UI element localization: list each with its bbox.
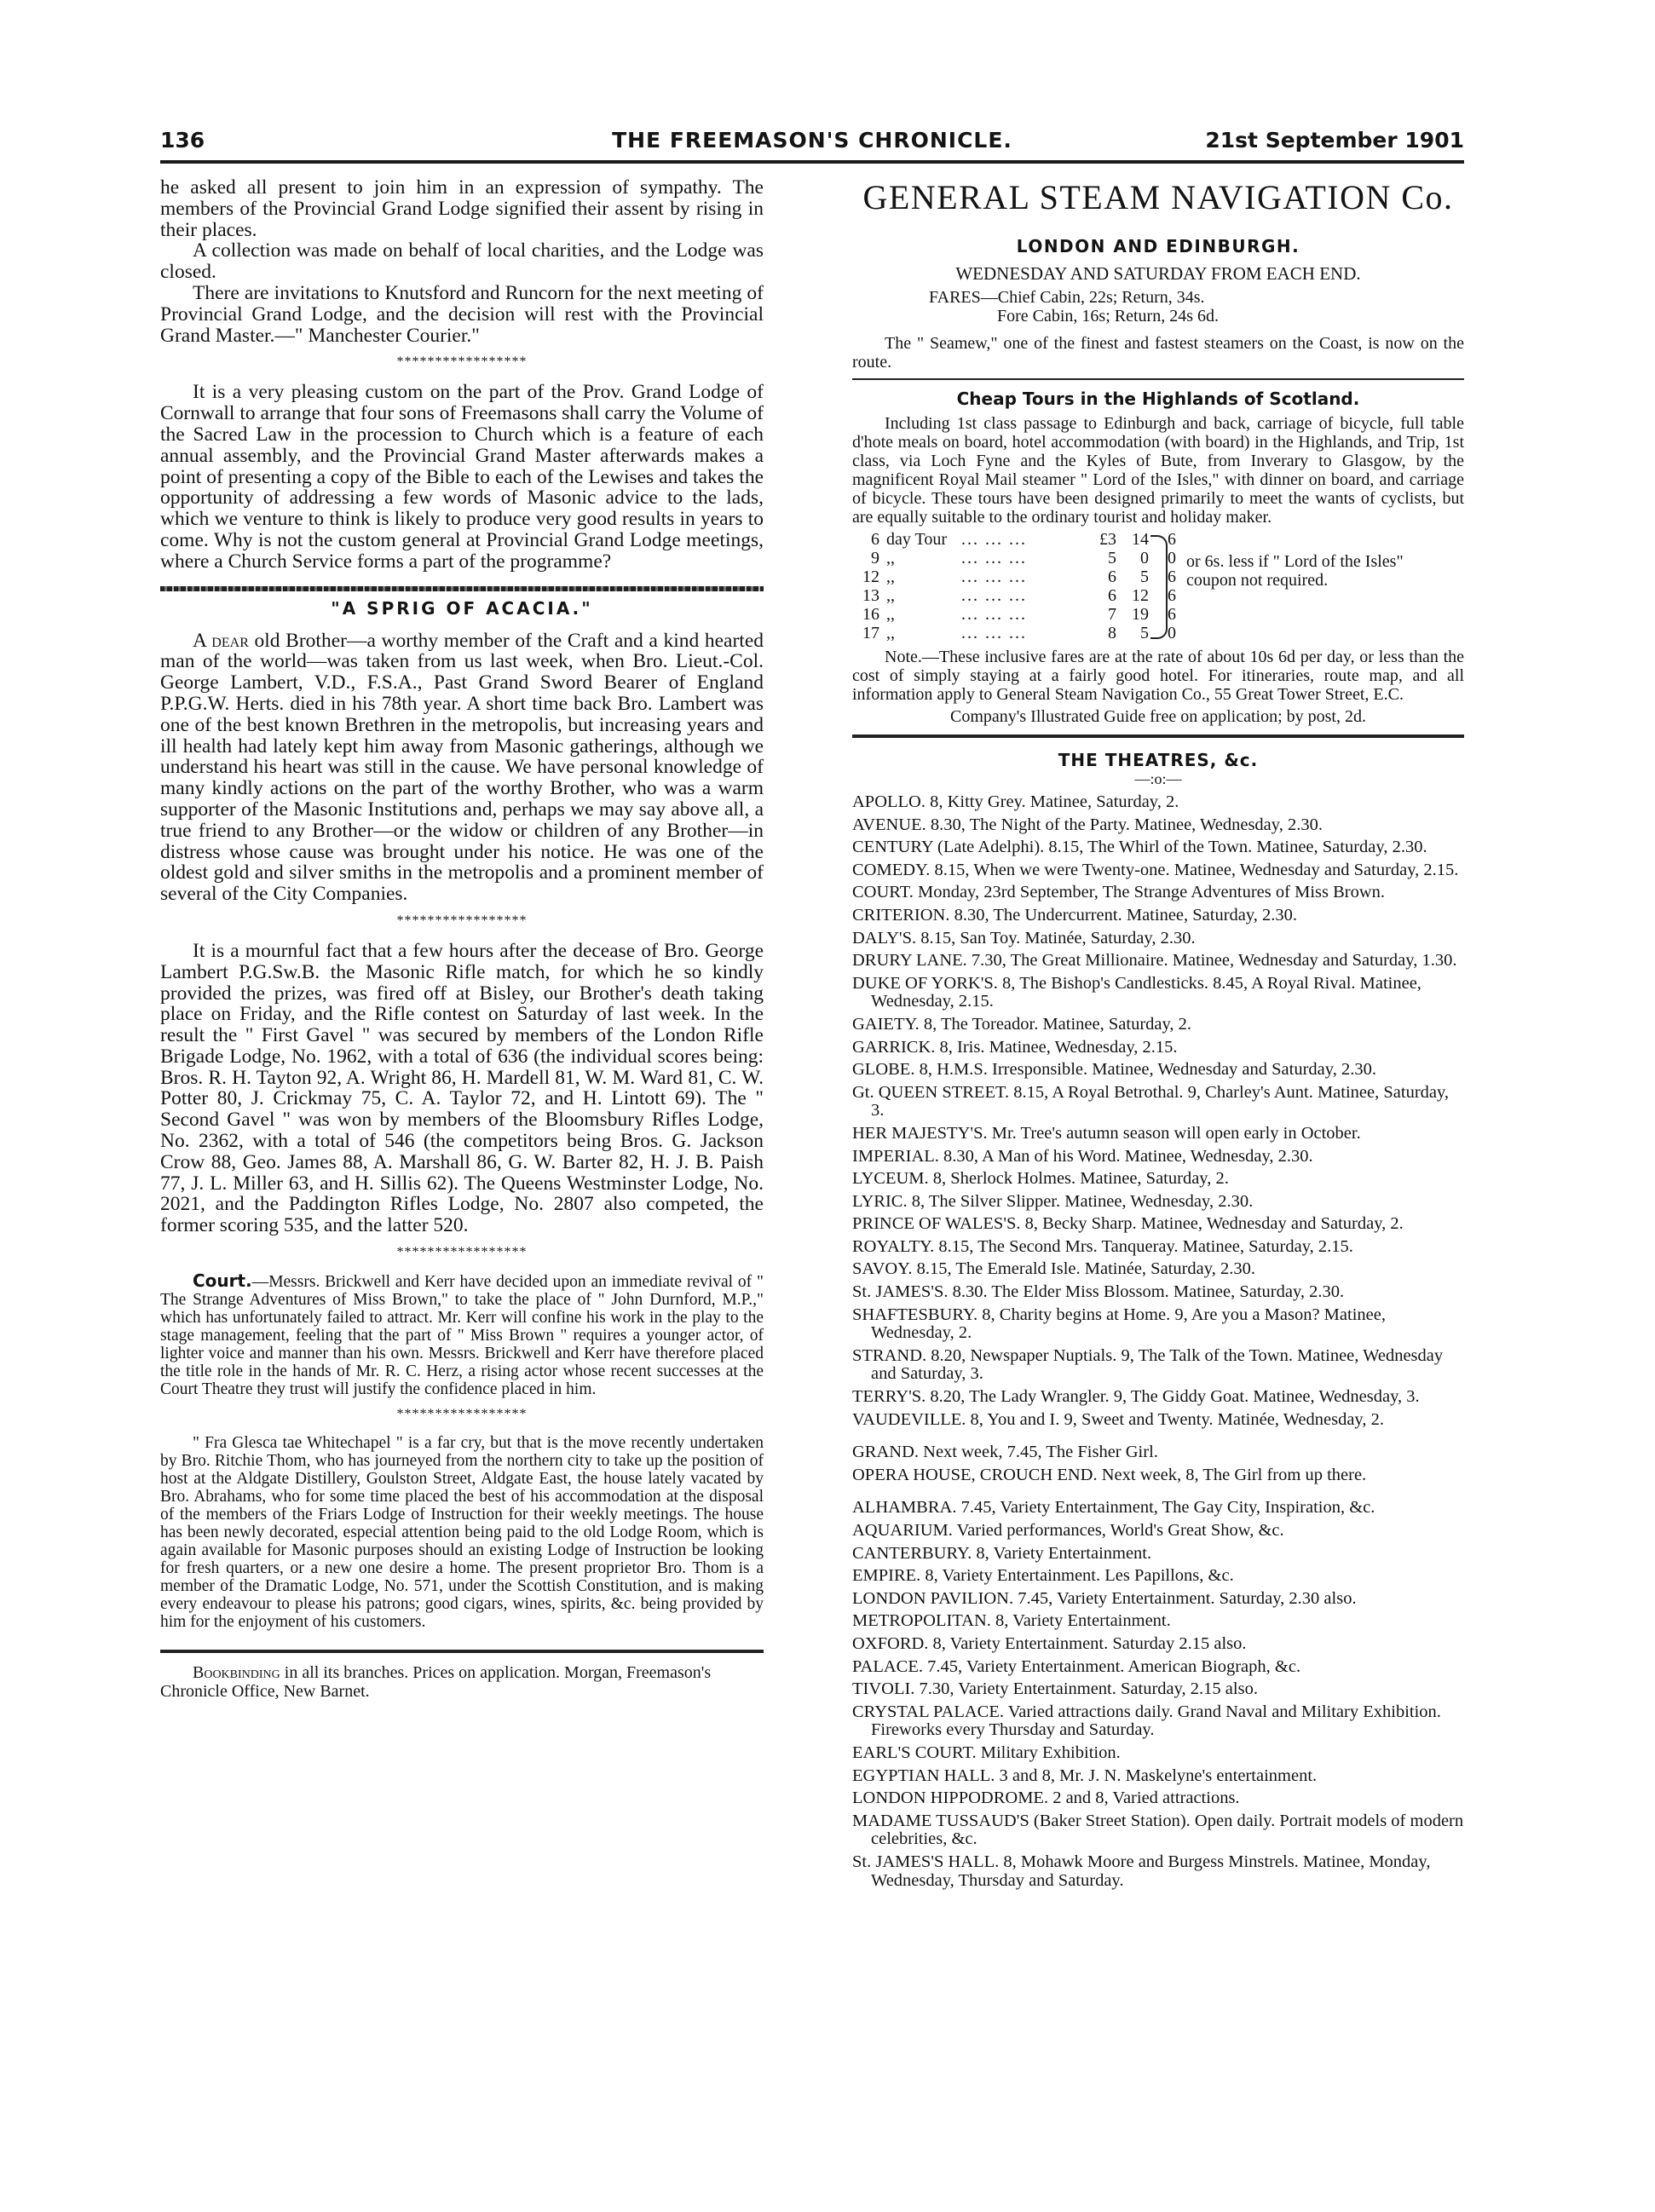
theatres-list: [852, 793, 1464, 1429]
theatres-sub: —:o:—: [1134, 770, 1182, 787]
section-rule: [852, 734, 1464, 738]
theatre-listing: PRINCE OF WALES'S. 8, Becky Sharp. Matinee, Wednesday and Saturday, 2.: [852, 1214, 1404, 1234]
article-paragraph: It is a mournful fact that a few hours after the decease of Bro. George Lambert P.G.Sw.B. the Masonic Rifle match, for which he so kindly provided the prizes, was fired off at Bisley, our Brother's death taking place on Friday, and the Rifle contest on Saturday of last week. In the result the " First Gavel " was secured by members of the London Rifle Brigade Lodge, No. 1962, with a total of 636 (the individual scores being: Bros. R. H. Tayton 92, A. Wright 86, H. Mardell 81, W. M. Ward 81, C. W. Potter 80, J. Crickmay 75, C. A. Taylor 72, and H. Lintott 69). The " Second Gavel " was won by members of the Bloomsbury Rifles Lodge, No. 2362, with a total of 546 (the competitors being Bros. G. Jackson Crow 88, Geo. James 88, A. Marshall 86, G. W. Barter 82, H. J. B. Paish 77, J. L. Miller 63, and H. Sillis 62). The Queens Westminster Lodge, No. 2021, and the Paddington Rifles Lodge, No. 2807 also competed, the former scoring 535, and the latter 520.: [160, 939, 764, 1237]
section-stars: *****************: [396, 1407, 528, 1422]
run-in-heading: Court.: [193, 1270, 252, 1292]
gsn-title: GENERAL STEAM NAVIGATION Co.: [862, 178, 1454, 216]
lead-word: Bookbinding: [193, 1663, 280, 1683]
entertainment-listing: OXFORD. 8, Variety Entertainment. Saturday 2.15 also.: [852, 1633, 1247, 1653]
tour-pounds: 6: [1108, 567, 1116, 586]
tour-pence: 6: [1168, 567, 1176, 586]
guide-line: Company's Illustrated Guide free on application; by post, 2d.: [950, 707, 1366, 726]
tour-dots: ... ... ...: [961, 567, 1027, 586]
tour-row: [852, 549, 1179, 567]
issue-date: 21st September 1901: [1205, 128, 1464, 153]
tour-days: 17: [862, 624, 879, 642]
theatre-listing: OPERA HOUSE, CROUCH END. Next week, 8, The Girl from up there.: [852, 1465, 1367, 1484]
tours-paragraph: Including 1st class passage to Edinburgh and back, carriage of bicycle, full table d'hote meals on board, hotel accommodation (with board) in the Highlands, and Trip, 1st class, via Loch Fyne and the Kyles of Bute, from Inverary to Glasgow, by the magnificent Royal Mail steamer " Lord of the Isles," with dinner on board, and carriage of bicycle. These tours have been designed primarily to meet the wants of cyclists, but are equally suitable to the ordinary tourist and holiday maker.: [852, 414, 1464, 527]
theatre-listing: CRITERION. 8.30, The Undercurrent. Matinee, Saturday, 2.30.: [852, 905, 1298, 925]
tour-pounds: 7: [1108, 605, 1116, 624]
page-header: [160, 128, 1464, 162]
entertainment-listing: LONDON HIPPODROME. 2 and 8, Varied attractions.: [852, 1789, 1240, 1808]
acacia-heading: "A SPRIG OF ACACIA.": [331, 597, 593, 619]
section-stars: *****************: [396, 1245, 528, 1260]
entertainment-listing: EGYPTIAN HALL. 3 and 8, Mr. J. N. Maskelyne's entertainment.: [852, 1766, 1318, 1785]
theatre-listing: HER MAJESTY'S. Mr. Tree's autumn season will open early in October.: [852, 1123, 1361, 1143]
paragraph-text: —Messrs. Brickwell and Kerr have decided upon an immediate revival of " The Strange Adventures of Miss Brown," to take the place of " John Durnford, M.P.," which has unfortunately failed to attract. Mr. Kerr will confine his work in the play to the stage management, feeling that the part of " Miss Brown " requires a younger actor, of lighter voice and manner than his own. Messrs. Brickwell and Kerr have therefore placed the title role in the hands of Mr. R. C. Herz, a rising actor whose recent successes at the Court Theatre they trust will justify the confidence placed in him.: [160, 1273, 764, 1399]
section-stars: *****************: [396, 354, 528, 370]
tour-label: day Tour: [886, 530, 947, 549]
tour-dots: ... ... ...: [961, 549, 1027, 567]
bookbinding-advert: [160, 1663, 764, 1701]
tours-note: Note.—These inclusive fares are at the rate of about 10s 6d per day, or less than the cost of simply staying at a fairly good hotel. For itineraries, route map, and all information apply to General Steam Navigation Co., 55 Great Tower Street, E.C.: [852, 648, 1464, 704]
theatre-listing: STRAND. 8.20, Newspaper Nuptials. 9, The Talk of the Town. Matinee, Wednesday and Saturday, 3.: [852, 1345, 1444, 1384]
tour-pence: 6: [1168, 605, 1176, 624]
tour-pence: 6: [1168, 530, 1176, 549]
schedule-line: WEDNESDAY AND SATURDAY FROM EACH END.: [955, 263, 1361, 284]
court-paragraph: [160, 1272, 764, 1398]
footer-rule: [160, 1650, 764, 1653]
tour-days: 13: [862, 586, 879, 605]
section-stars: *****************: [396, 913, 528, 928]
tour-pounds: £3: [1099, 530, 1116, 549]
tour-dots: ... ... ...: [961, 586, 1027, 605]
fares-line: FARES—Chief Cabin, 22s; Return, 34s.: [929, 288, 1205, 307]
tour-days: 6: [871, 530, 879, 549]
theatre-listing: AVENUE. 8.30, The Night of the Party. Matinee, Wednesday, 2.30.: [852, 815, 1323, 834]
tour-dots: ... ... ...: [961, 605, 1027, 624]
article-paragraph: he asked all present to join him in an expression of sympathy. The members of the Provincial Grand Lodge signified their assent by rising in their places.: [160, 176, 764, 241]
tour-days: 9: [871, 549, 879, 567]
suburban-list: [852, 1443, 1464, 1484]
paragraph-text: in all its branches. Prices on application. Morgan, Freemason's Chronicle Office, New Barnet.: [160, 1663, 712, 1702]
entertainment-listing: CANTERBURY. 8, Variety Entertainment.: [852, 1543, 1152, 1563]
paragraph-text: old Brother—a worthy member of the Craft and a kind hearted man of the world—was taken from us last week, when Bro. Lieut.-Col. George Lambert, V.D., F.S.A., Past Grand Sword Bearer of England P.P.G.W. Herts. died in his 78th year. A short time back Bro. Lambert was one of the best known Brethren in the metropolis, but increasing years and ill health had lately kept him away from Masonic gatherings, although we understand his heart was still in the cause. We have personal knowledge of many kindly actions on the part of the worthy Brother, who was a warm supporter of the Masonic Institutions and, perhaps we may say above all, a true friend to any Brother—or the widow or children of any Brother—in distress whose cause was brought under his notice. He was one of the oldest gold and silver smiths in the metropolis and a prominent member of several of the City Companies.: [160, 629, 764, 906]
tour-pence: 6: [1168, 586, 1176, 605]
article-paragraph: It is a very pleasing custom on the part of the Prov. Grand Lodge of Cornwall to arrange that four sons of Freemasons shall carry the Volume of the Sacred Law in the procession to Church which is a feature of each annual assembly, and the Provincial Grand Master afterwards makes a point of presenting a copy of the Bible to each of the Lewises and takes the opportunity of addressing a few words of Masonic advice to the lads, which we venture to think is likely to produce very good results in years to come. Why is not the custom general at Provincial Grand Lodge meetings, where a Church Service forms a part of the programme?: [160, 381, 764, 573]
tour-row: [852, 624, 1179, 642]
theatre-listing: Gt. QUEEN STREET. 8.15, A Royal Betrothal. 9, Charley's Aunt. Matinee, Saturday, 3.: [852, 1082, 1450, 1120]
article-paragraph: There are invitations to Knutsford and Runcorn for the next meeting of Provincial Grand Lodge, and the decision will rest with the Provincial Grand Master.—" Manchester Courier.": [160, 281, 764, 347]
tour-label: ,,: [886, 586, 895, 605]
entertainment-listing: AQUARIUM. Varied performances, World's Great Show, &c.: [852, 1521, 1284, 1540]
entertainment-listing: TIVOLI. 7.30, Variety Entertainment. Saturday, 2.15 also.: [852, 1679, 1258, 1699]
entertainment-listing: EARL'S COURT. Military Exhibition.: [852, 1743, 1121, 1762]
theatre-listing: COURT. Monday, 23rd September, The Strange Adventures of Miss Brown.: [852, 883, 1386, 902]
tour-label: ,,: [886, 605, 895, 624]
theatre-listing: TERRY'S. 8.20, The Lady Wrangler. 9, The Giddy Goat. Matinee, Wednesday, 3.: [852, 1387, 1420, 1407]
tour-row: [852, 605, 1179, 624]
route-heading: LONDON AND EDINBURGH.: [1016, 236, 1300, 256]
theatre-listing: GRAND. Next week, 7.45, The Fisher Girl.: [852, 1443, 1158, 1462]
theatre-listing: LYRIC. 8, The Silver Slipper. Matinee, Wednesday, 2.30.: [852, 1191, 1254, 1211]
left-column: [160, 177, 764, 1701]
ornamental-rule: [160, 586, 764, 591]
theatre-listing: SHAFTESBURY. 8, Charity begins at Home. 9, Are you a Mason? Matinee, Wednesday, 2.: [852, 1305, 1386, 1343]
tour-label: ,,: [886, 549, 895, 567]
tour-row: [852, 586, 1179, 605]
entertainment-listing: CRYSTAL PALACE. Varied attractions daily. Grand Naval and Military Exhibition. Fireworks every Thursday and Saturday.: [852, 1702, 1441, 1740]
tour-shillings: 5: [1140, 624, 1149, 642]
tour-row: [852, 530, 1179, 549]
music-halls-list: [852, 1499, 1464, 1890]
tours-price-block: [852, 530, 1464, 648]
tour-pounds: 8: [1108, 624, 1116, 642]
theatre-listing: DALY'S. 8.15, San Toy. Matinée, Saturday, 2.30.: [852, 928, 1196, 948]
seamew-paragraph: The " Seamew," one of the finest and fastest steamers on the Coast, is now on the route.: [852, 334, 1464, 372]
tour-shillings: 0: [1140, 549, 1149, 567]
section-rule: [852, 378, 1464, 380]
entertainment-listing: St. JAMES'S HALL. 8, Mohawk Moore and Burgess Minstrels. Matinee, Monday, Wednesday, Thursday and Saturday.: [852, 1852, 1431, 1890]
page-number: 136: [160, 128, 205, 153]
tour-dots: ... ... ...: [961, 624, 1027, 642]
theatres-heading: THE THEATRES, &c.: [1058, 750, 1259, 770]
tour-row: [852, 567, 1179, 586]
article-paragraph: A collection was made on behalf of local charities, and the Lodge was closed.: [160, 239, 764, 284]
fares-line: Fore Cabin, 16s; Return, 24s 6d.: [997, 307, 1219, 325]
tour-shillings: 12: [1132, 586, 1149, 605]
entertainment-listing: PALACE. 7.45, Variety Entertainment. American Biograph, &c.: [852, 1656, 1301, 1676]
theatre-listing: DUKE OF YORK'S. 8, The Bishop's Candlesticks. 8.45, A Royal Rival. Matinee, Wednesday, 2.15.: [852, 973, 1421, 1011]
theatre-listing: GLOBE. 8, H.M.S. Irresponsible. Matinee, Wednesday and Saturday, 2.30.: [852, 1060, 1376, 1080]
tour-pence: 0: [1168, 624, 1176, 642]
tour-shillings: 5: [1140, 567, 1149, 586]
tour-days: 12: [862, 567, 879, 586]
tours-brace: [1150, 535, 1168, 639]
theatre-listing: CENTURY (Late Adelphi). 8.15, The Whirl of the Town. Matinee, Saturday, 2.30.: [852, 838, 1427, 857]
article-paragraph: " Fra Glesca tae Whitechapel " is a far cry, but that is the move recently undertaken by Bro. Ritchie Thom, who has journeyed from the northern city to take up the position of host at the Aldgate Distillery, Goulston Street, Aldgate East, the house lately vacated by Bro. Abrahams, who for some time placed the best of his accommodation at the disposal of the members of the Friars Lodge of Instruction for their weekly meetings. The house has been newly decorated, especial attention being paid to the old Lodge Room, which is again available for Masonic purposes should an existing Lodge of Instruction be looking for fresh quarters, or a new one desire a home. The present proprietor Bro. Thom is a member of the Dramatic Lodge, No. 571, under the Scottish Constitution, and is making every endeavour to please his patrons; good cigars, wines, spirits, &c. being provided by him for the enjoyment of his customers.: [160, 1434, 764, 1632]
theatre-listing: GAIETY. 8, The Toreador. Matinee, Saturday, 2.: [852, 1014, 1192, 1034]
tours-heading: Cheap Tours in the Highlands of Scotland.: [956, 389, 1360, 409]
right-column: [852, 177, 1464, 1894]
entertainment-listing: EMPIRE. 8, Variety Entertainment. Les Papillons, &c.: [852, 1566, 1234, 1586]
lead-word: A dear: [193, 629, 249, 652]
entertainment-listing: LONDON PAVILION. 7.45, Variety Entertainment. Saturday, 2.30 also.: [852, 1588, 1357, 1608]
theatre-listing: VAUDEVILLE. 8, You and I. 9, Sweet and Twenty. Matinée, Wednesday, 2.: [852, 1409, 1384, 1429]
theatre-listing: GARRICK. 8, Iris. Matinee, Wednesday, 2.15.: [852, 1037, 1178, 1057]
theatre-listing: DRURY LANE. 7.30, The Great Millionaire. Matinee, Wednesday and Saturday, 1.30.: [852, 951, 1457, 971]
theatre-listing: APOLLO. 8, Kitty Grey. Matinee, Saturday, 2.: [852, 792, 1179, 811]
tour-label: ,,: [886, 624, 895, 642]
publication-title: THE FREEMASON'S CHRONICLE.: [612, 128, 1012, 153]
tour-pence: 0: [1168, 549, 1176, 567]
tour-days: 16: [862, 605, 879, 624]
tour-pounds: 6: [1108, 586, 1116, 605]
theatre-listing: LYCEUM. 8, Sherlock Holmes. Matinee, Saturday, 2.: [852, 1169, 1229, 1189]
article-paragraph: [160, 631, 764, 905]
header-rule: [160, 160, 1464, 164]
theatre-listing: COMEDY. 8.15, When we were Twenty-one. Matinee, Wednesday and Saturday, 2.15.: [852, 860, 1459, 879]
tour-pounds: 5: [1108, 549, 1116, 567]
theatre-listing: SAVOY. 8.15, The Emerald Isle. Matinée, Saturday, 2.30.: [852, 1259, 1255, 1279]
entertainment-listing: METROPOLITAN. 8, Variety Entertainment.: [852, 1611, 1171, 1631]
theatre-listing: ROYALTY. 8.15, The Second Mrs. Tanqueray. Matinee, Saturday, 2.15.: [852, 1236, 1353, 1256]
entertainment-listing: MADAME TUSSAUD'S (Baker Street Station). Open daily. Portrait models of modern celebrities, &c.: [852, 1811, 1464, 1849]
tours-coupon-note: or 6s. less if " Lord of the Isles" coupon not required.: [1186, 552, 1404, 590]
tours-price-table: [852, 530, 1179, 642]
tour-label: ,,: [886, 567, 895, 586]
tour-shillings: 14: [1132, 530, 1149, 549]
theatre-listing: IMPERIAL. 8.30, A Man of his Word. Matinee, Wednesday, 2.30.: [852, 1146, 1313, 1166]
tour-shillings: 19: [1132, 605, 1149, 624]
entertainment-listing: ALHAMBRA. 7.45, Variety Entertainment, The Gay City, Inspiration, &c.: [852, 1498, 1375, 1518]
tour-dots: ... ... ...: [961, 530, 1027, 549]
theatre-listing: St. JAMES'S. 8.30. The Elder Miss Blossom. Matinee, Saturday, 2.30.: [852, 1282, 1345, 1302]
